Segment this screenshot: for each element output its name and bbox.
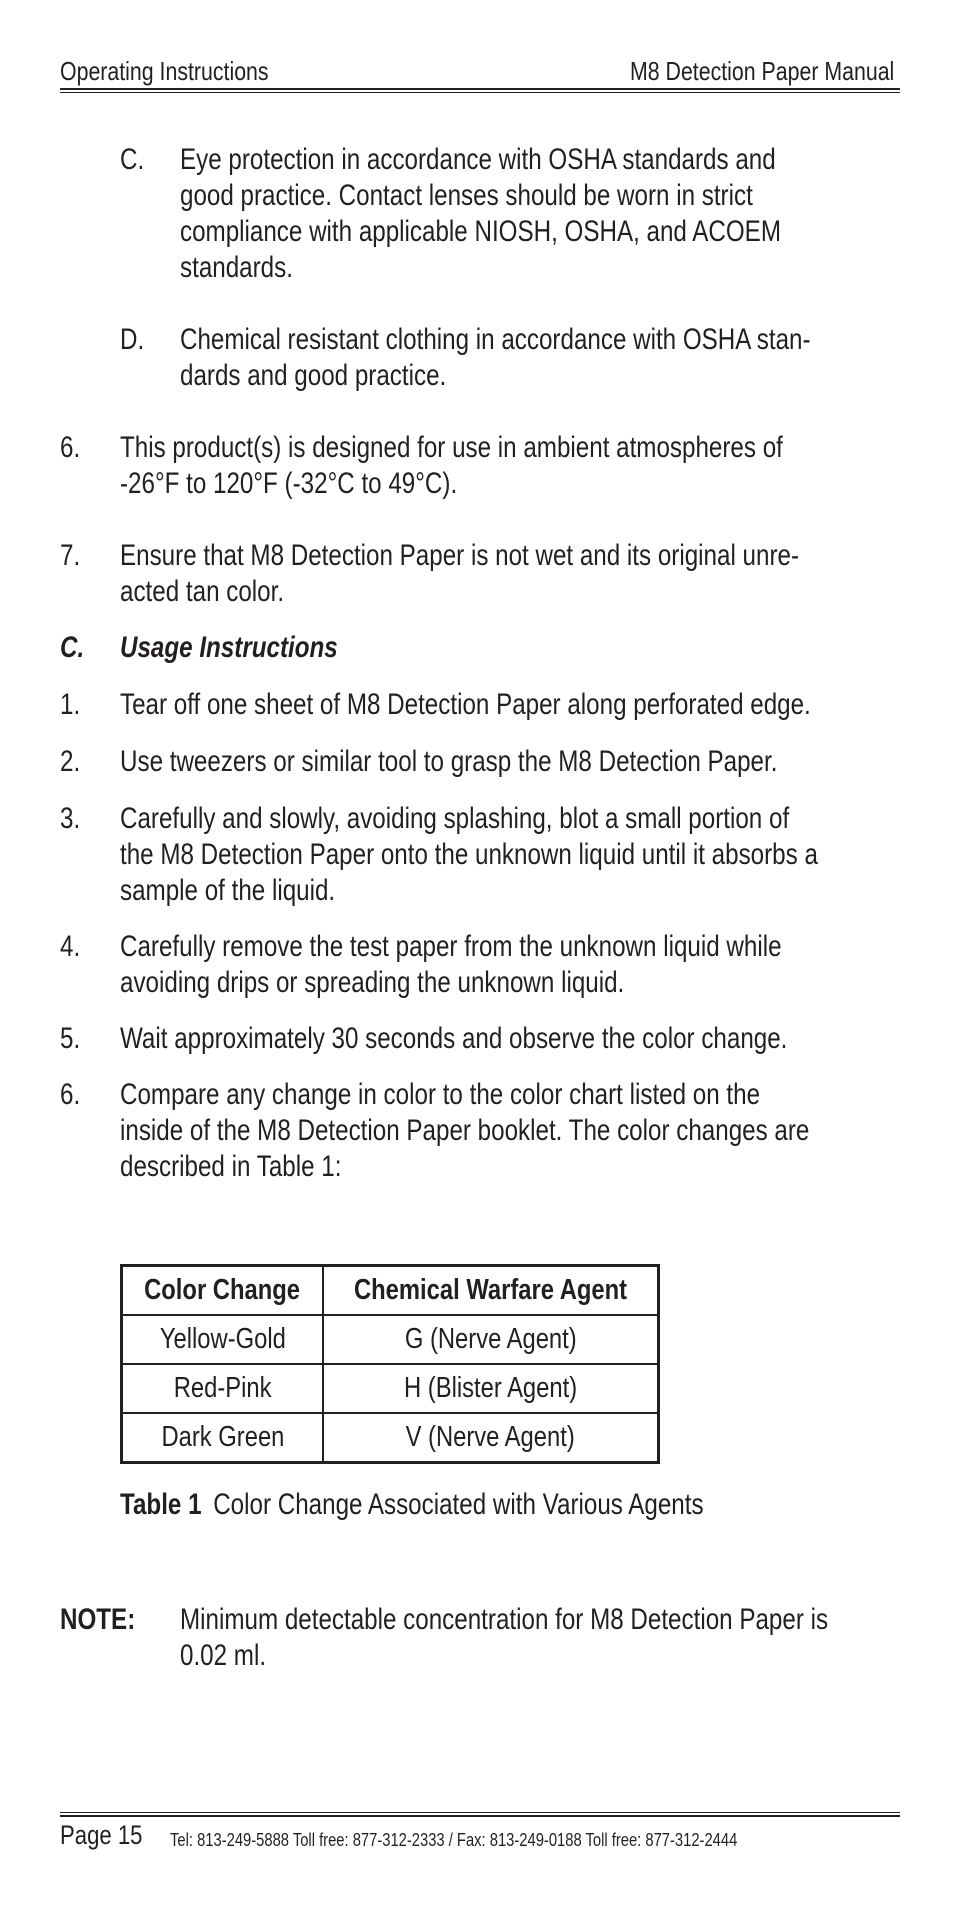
contact-info-text: Tel: 813-249-5888 Toll free: 877-312-2333 / Fax: 813-249-0188 Toll free: 877-312-2444 xyxy=(170,1830,738,1850)
list-text xyxy=(120,1021,934,1057)
column-header xyxy=(323,1266,659,1316)
text-line: Eye protection in accordance with OSHA standards and xyxy=(180,143,776,176)
cell-text: H (Blister Agent) xyxy=(403,1372,578,1404)
cell-text: Dark Green xyxy=(161,1421,284,1453)
list-number: 2. xyxy=(60,745,81,778)
list-text xyxy=(120,430,928,502)
text-line: avoiding drips or spreading the unknown liquid. xyxy=(120,966,625,999)
text-line: Tear off one sheet of M8 Detection Paper along perforated edge. xyxy=(120,688,811,721)
page-number xyxy=(60,1820,161,1851)
contact-info xyxy=(170,1830,862,1851)
text-line: Wait approximately 30 seconds and observe the color change. xyxy=(120,1022,788,1055)
sublist-text xyxy=(180,142,913,286)
table-header-row xyxy=(122,1266,659,1316)
text-line: Compare any change in color to the color chart listed on the xyxy=(120,1078,761,1111)
table-cell xyxy=(323,1364,659,1413)
text-line: the M8 Detection Paper onto the unknown liquid until it absorbs a xyxy=(120,838,818,871)
list-number: 1. xyxy=(60,688,81,721)
list-number: 7. xyxy=(60,539,81,572)
text-line: Use tweezers or similar tool to grasp the M8 Detection Paper. xyxy=(120,745,778,778)
column-header-label: Chemical Warfare Agent xyxy=(353,1274,628,1306)
text-line: good practice. Contact lenses should be worn in strict xyxy=(180,179,753,212)
text-line: Carefully remove the test paper from the unknown liquid while xyxy=(120,930,782,963)
list-text xyxy=(120,801,954,909)
table-row xyxy=(122,1315,659,1364)
footer-rule xyxy=(60,1815,900,1817)
section-title: Usage Instructions xyxy=(120,631,338,664)
table-caption-label: Table 1 xyxy=(120,1488,202,1521)
note-text xyxy=(180,1602,954,1674)
header-rule-thin xyxy=(60,92,900,93)
page-number-text: Page 15 xyxy=(60,1820,143,1850)
text-line: dards and good practice. xyxy=(180,359,447,392)
list-text xyxy=(120,1077,954,1185)
header-manual-name: M8 Detection Paper Manual xyxy=(629,56,894,86)
text-line: standards. xyxy=(180,251,293,284)
text-line: Carefully and slowly, avoiding splashing, blot a small portion of xyxy=(120,802,790,835)
list-number: 6. xyxy=(60,1078,81,1111)
list-text xyxy=(120,744,922,780)
table-cell xyxy=(323,1413,659,1463)
running-header-right xyxy=(572,56,894,87)
list-number: 4. xyxy=(60,930,81,963)
running-header-left xyxy=(60,56,314,87)
table-caption-text: Color Change Associated with Various Agents xyxy=(213,1488,704,1521)
column-header-label: Color Change xyxy=(144,1274,301,1306)
text-line: Minimum detectable concentration for M8 Detection Paper is xyxy=(180,1603,829,1636)
table-cell xyxy=(122,1364,323,1413)
text-line: compliance with applicable NIOSH, OSHA, and ACOEM xyxy=(180,215,781,248)
table-cell xyxy=(122,1315,323,1364)
text-line: inside of the M8 Detection Paper booklet. The color changes are xyxy=(120,1114,810,1147)
list-text xyxy=(120,538,948,610)
section-letter: C. xyxy=(60,631,85,664)
color-change-table xyxy=(120,1264,660,1464)
text-line: acted tan color. xyxy=(120,575,285,608)
footer-rule-thin xyxy=(60,1812,900,1813)
text-line: Chemical resistant clothing in accordance with OSHA stan- xyxy=(180,323,811,356)
list-number: 3. xyxy=(60,802,81,835)
text-line: 0.02 ml. xyxy=(180,1639,267,1672)
text-line: -26°F to 120°F (-32°C to 49°C). xyxy=(120,467,458,500)
text-line: This product(s) is designed for use in ambient atmospheres of xyxy=(120,431,783,464)
column-header xyxy=(122,1266,323,1316)
header-title: Operating Instructions xyxy=(60,56,269,86)
cell-text: Red-Pink xyxy=(173,1372,272,1404)
sublist-letter: D. xyxy=(120,323,145,356)
text-line: Ensure that M8 Detection Paper is not wet and its original unre- xyxy=(120,539,800,572)
cell-text: V (Nerve Agent) xyxy=(405,1421,576,1453)
list-number: 5. xyxy=(60,1022,81,1055)
cell-text: Yellow-Gold xyxy=(159,1323,286,1355)
list-text xyxy=(120,929,927,1001)
text-line: sample of the liquid. xyxy=(120,874,336,907)
note-label: NOTE: xyxy=(60,1603,136,1636)
table-cell xyxy=(122,1413,323,1463)
sublist-letter: C. xyxy=(120,143,145,176)
table-cell xyxy=(323,1315,659,1364)
table-caption xyxy=(120,1487,704,1523)
list-number: 6. xyxy=(60,431,81,464)
header-rule xyxy=(60,88,900,90)
list-text xyxy=(120,687,954,723)
cell-text: G (Nerve Agent) xyxy=(404,1323,577,1355)
table-row xyxy=(122,1413,659,1463)
sublist-text xyxy=(180,322,949,394)
text-line: described in Table 1: xyxy=(120,1150,342,1183)
table-row xyxy=(122,1364,659,1413)
